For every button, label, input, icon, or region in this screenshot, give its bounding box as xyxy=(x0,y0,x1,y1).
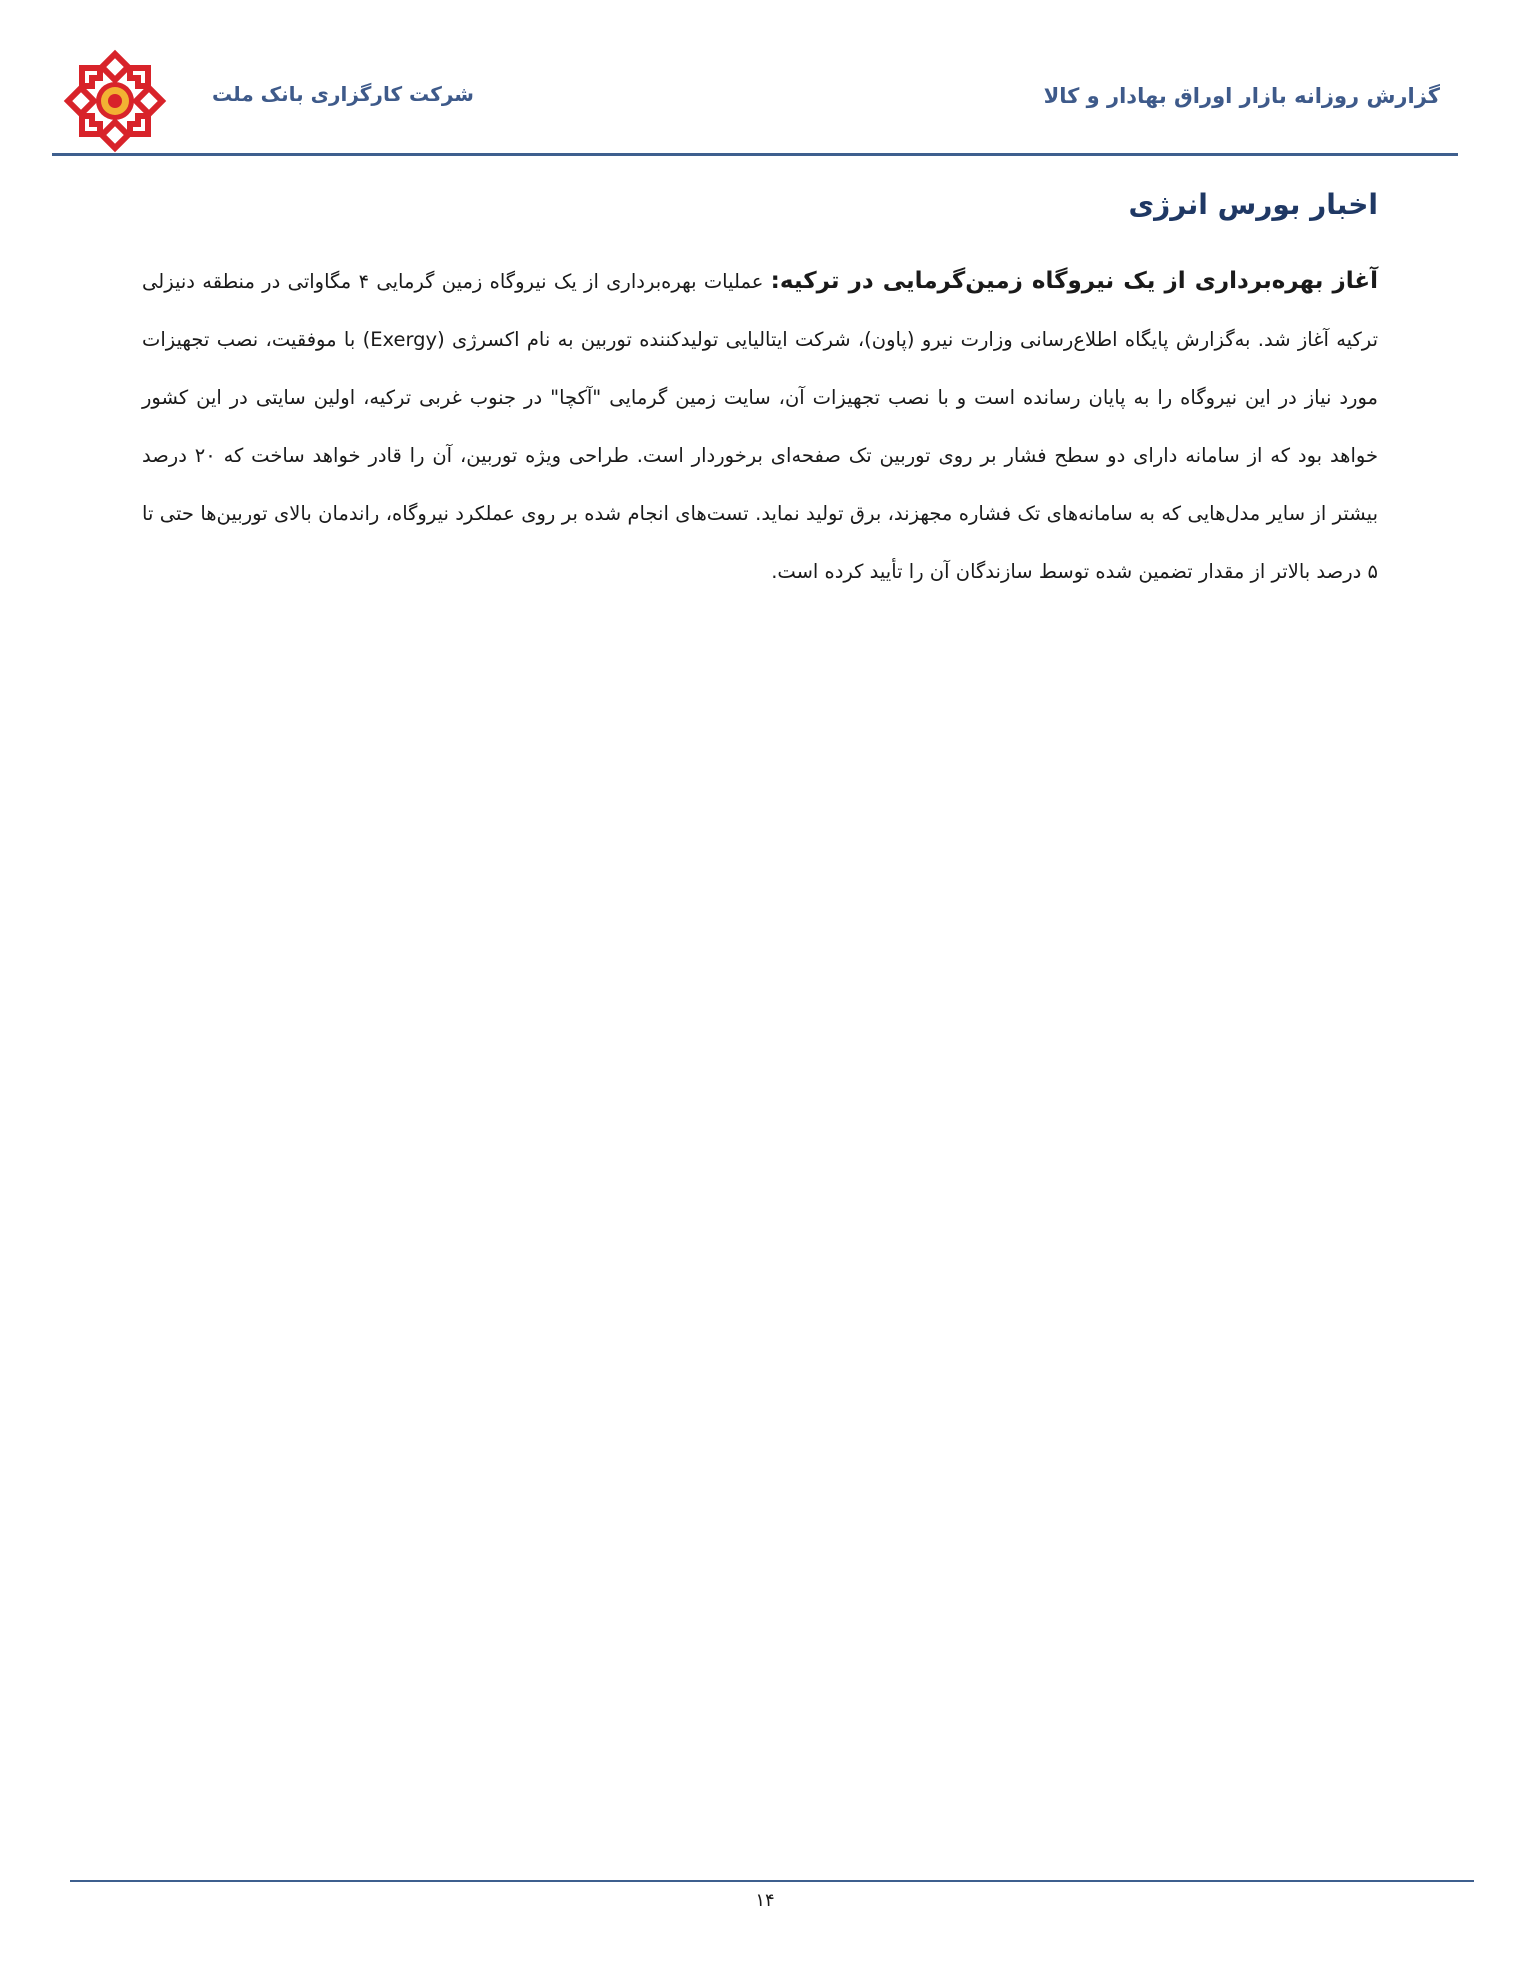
article-headline: آغاز بهره‌برداری از یک نیروگاه زمین‌گرمایی در ترکیه: xyxy=(770,268,1378,294)
footer-divider xyxy=(70,1880,1474,1882)
bank-mellat-logo-icon xyxy=(62,48,168,154)
article-body: عملیات بهره‌برداری از یک نیروگاه زمین گرمایی ۴ مگاواتی در منطقه دنیزلی ترکیه آغاز شد. به‌گزارش پایگاه اطلاع‌رسانی وزارت نیرو (پاون)، شرکت ایتالیایی تولیدکننده توربین به نام اکسرژی (Exergy) با موفقیت، نصب تجهیزات مورد نیاز در این نیروگاه را به پایان رسانده است و با نصب تجهیزات آن، سایت زمین گرمایی "آکچا" در جنوب غربی ترکیه، اولین سایتی در این کشور خواهد بود که از سامانه دارای دو سطح فشار بر روی توربین تک صفحه‌ای برخوردار است. طراحی ویژه توربین، آن را قادر خواهد ساخت که ۲۰ درصد بیشتر از سایر مدل‌هایی که به سامانه‌های تک فشاره مجهزند، برق تولید نماید. تست‌های انجام شده بر روی عملکرد نیروگاه، راندمان بالای توربین‌ها حتی تا ۵ درصد بالاتر از مقدار تضمین شده توسط سازندگان آن را تأیید کرده است. xyxy=(142,270,1379,583)
page-header xyxy=(0,0,1530,160)
report-title: گزارش روزانه بازار اوراق بهادار و کالا xyxy=(1043,84,1440,108)
news-article xyxy=(142,252,1378,601)
section-title: اخبار بورس انرژی xyxy=(1128,188,1378,221)
page-number: ۱۴ xyxy=(755,1890,775,1911)
header-divider xyxy=(52,153,1458,156)
company-name: شرکت کارگزاری بانک ملت xyxy=(212,82,474,106)
